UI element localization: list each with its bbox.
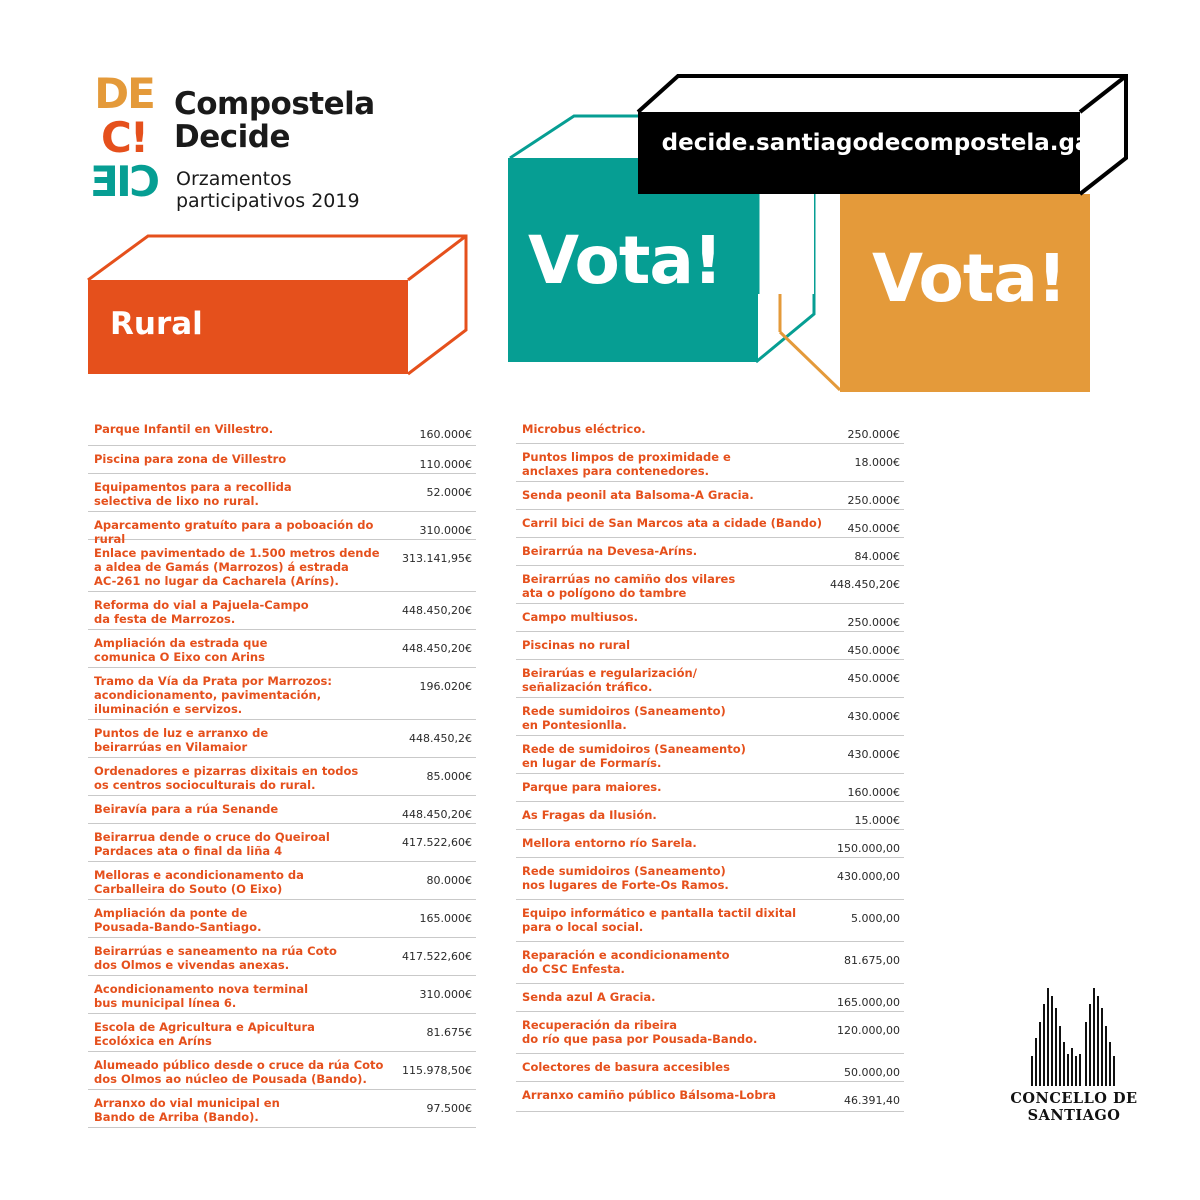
project-amount: 450.000€ [847, 522, 900, 535]
table-row [516, 444, 904, 482]
project-name: Campo multiusos. [522, 610, 639, 624]
project-name: Piscinas no rural [522, 638, 631, 652]
table-row [516, 566, 904, 604]
project-name: Rede de sumidoiros (Saneamento) en lugar de Formarís. [522, 742, 746, 770]
right-budget-table [516, 416, 904, 1112]
project-amount: 448.450,2€ [409, 732, 472, 745]
table-row [516, 660, 904, 698]
table-row [516, 604, 904, 632]
table-row [88, 824, 476, 862]
project-amount: 5.000,00 [851, 912, 900, 925]
compostela-decide-logo [88, 69, 388, 214]
tower-lines [1032, 988, 1114, 1086]
project-amount: 165.000€ [419, 912, 472, 925]
project-amount: 450.000€ [847, 672, 900, 685]
project-amount: 430.000,00 [837, 870, 900, 883]
table-row [516, 416, 904, 444]
mark-row-1-text: DE [94, 69, 154, 118]
project-name: Acondicionamento nova terminal bus municipal línea 6. [94, 982, 309, 1010]
table-row [516, 510, 904, 538]
project-amount: 80.000€ [426, 874, 472, 887]
table-row [88, 938, 476, 976]
project-amount: 50.000,00 [844, 1066, 900, 1079]
project-name: Arranxo do vial municipal en Bando de Arriba (Bando). [94, 1096, 280, 1124]
project-name: Recuperación da ribeira do río que pasa por Pousada-Bando. [522, 1018, 758, 1046]
table-row [516, 858, 904, 900]
project-amount: 448.450,20€ [830, 578, 900, 591]
project-amount: 417.522,60€ [402, 950, 472, 963]
vota-text-teal: Vota! [528, 222, 722, 299]
decide-mark-icon [88, 69, 160, 210]
project-name: Rede sumidoiros (Saneamento) nos lugares de Forte-Os Ramos. [522, 864, 729, 892]
website-url[interactable]: decide.santiagodecompostela.gal [661, 130, 1099, 156]
table-row [88, 862, 476, 900]
project-name: Beirarrúas e saneamento na rúa Coto dos Olmos e vivendas anexas. [94, 944, 337, 972]
table-row [516, 698, 904, 736]
table-row [88, 474, 476, 512]
table-row [516, 736, 904, 774]
project-name: Ampliación da ponte de Pousada-Bando-Santiago. [94, 906, 262, 934]
table-row [88, 446, 476, 474]
table-row [88, 416, 476, 446]
table-row [88, 512, 476, 546]
project-name: Beirarrua dende o cruce do Queiroal Pardaces ata o final da liña 4 [94, 830, 330, 858]
table-row [516, 802, 904, 830]
logo-title-line-1: Compostela [174, 86, 375, 122]
mark-row-3-text: ƎIƆ [89, 157, 159, 206]
project-name: Colectores de basura accesibles [522, 1060, 730, 1074]
teal-box-gap [758, 194, 814, 294]
project-amount: 250.000€ [847, 494, 900, 507]
project-name: Senda peonil ata Balsoma-A Gracia. [522, 488, 754, 502]
project-amount: 430.000€ [847, 748, 900, 761]
table-row [88, 1090, 476, 1128]
logo-title [174, 88, 375, 154]
table-row [516, 774, 904, 802]
table-row [88, 592, 476, 630]
category-label: Rural [110, 306, 203, 342]
project-name: Alumeado público desde o cruce da rúa Coto dos Olmos ao núcleo de Pousada (Bando). [94, 1058, 384, 1086]
project-amount: 430.000€ [847, 710, 900, 723]
logo-subtitle-line-1: Orzamentos [176, 168, 292, 190]
project-name: Puntos de luz e arranxo de beirarrúas en Vilamaior [94, 726, 269, 754]
table-row [516, 538, 904, 566]
table-row [516, 1054, 904, 1082]
project-name: Microbus eléctrico. [522, 422, 646, 436]
project-amount: 310.000€ [419, 524, 472, 537]
project-amount: 417.522,60€ [402, 836, 472, 849]
project-name: Mellora entorno río Sarela. [522, 836, 697, 850]
project-name: Parque Infantil en Villestro. [94, 422, 274, 436]
table-row [88, 900, 476, 938]
project-amount: 313.141,95€ [402, 552, 472, 565]
project-name: Escola de Agricultura e Apicultura Ecolóxica en Aríns [94, 1020, 315, 1048]
project-name: Enlace pavimentado de 1.500 metros dende a aldea de Gamás (Marrozos) á estrada AC-261 no lugar da Cacharela (Aríns). [94, 546, 380, 588]
project-name: Equipo informático e pantalla tactil dixital para o local social. [522, 906, 797, 934]
table-row [516, 482, 904, 510]
mustard-box-edge-bottom [780, 332, 840, 390]
logo-title-line-2: Decide [174, 119, 290, 155]
project-amount: 81.675,00 [844, 954, 900, 967]
rural-block-edge [408, 236, 466, 280]
project-amount: 448.450,20€ [402, 604, 472, 617]
project-amount: 52.000€ [426, 486, 472, 499]
project-name: Beirarúas e regularización/ señalización tráfico. [522, 666, 697, 694]
project-name: Beiravía para a rúa Senande [94, 802, 279, 816]
project-name: Reforma do vial a Pajuela-Campo da festa de Marrozos. [94, 598, 309, 626]
project-amount: 15.000€ [854, 814, 900, 827]
project-name: Beirarrúas no camiño dos vilares ata o polígono do tambre [522, 572, 736, 600]
left-budget-table [88, 416, 476, 1128]
project-amount: 110.000€ [419, 458, 472, 471]
table-row [516, 984, 904, 1012]
project-name: Equipamentos para a recollida selectiva de lixo no rural. [94, 480, 292, 508]
table-row [516, 942, 904, 984]
project-name: Tramo da Vía da Prata por Marrozos: acondicionamento, pavimentación, iluminación e servizos. [94, 674, 332, 716]
table-row [88, 540, 476, 592]
table-row [88, 1052, 476, 1090]
project-name: Reparación e acondicionamento do CSC Enfesta. [522, 948, 730, 976]
project-amount: 97.500€ [426, 1102, 472, 1115]
vota-text-mustard: Vota! [872, 240, 1066, 317]
project-amount: 310.000€ [419, 988, 472, 1001]
mark-row-3 [88, 157, 160, 206]
project-name: Melloras e acondicionamento da Carballeira do Souto (O Eixo) [94, 868, 304, 896]
project-name: Ordenadores e pizarras dixitais en todos os centros socioculturais do rural. [94, 764, 359, 792]
project-amount: 150.000,00 [837, 842, 900, 855]
table-row [516, 830, 904, 858]
project-name: Arranxo camiño público Bálsoma-Lobra [522, 1088, 776, 1102]
table-row [88, 796, 476, 824]
mark-row-2 [88, 113, 160, 162]
table-row [516, 900, 904, 942]
logo-subtitle-line-2: participativos 2019 [176, 190, 360, 212]
table-row [88, 976, 476, 1014]
project-amount: 448.450,20€ [402, 808, 472, 821]
project-amount: 84.000€ [854, 550, 900, 563]
project-amount: 160.000€ [847, 786, 900, 799]
table-row [88, 720, 476, 758]
project-amount: 81.675€ [426, 1026, 472, 1039]
table-row [88, 630, 476, 668]
project-amount: 165.000,00 [837, 996, 900, 1009]
project-amount: 450.000€ [847, 644, 900, 657]
project-amount: 46.391,40 [844, 1094, 900, 1107]
table-row [516, 632, 904, 660]
project-amount: 85.000€ [426, 770, 472, 783]
project-name: Puntos limpos de proximidade e anclaxes para contenedores. [522, 450, 731, 478]
rural-block-graphic [86, 232, 470, 376]
project-amount: 196.020€ [419, 680, 472, 693]
project-amount: 115.978,50€ [402, 1064, 472, 1077]
concello-name: CONCELLO DE SANTIAGO [1010, 1090, 1138, 1124]
project-name: As Fragas da Ilusión. [522, 808, 657, 822]
project-name: Senda azul A Gracia. [522, 990, 656, 1004]
project-amount: 448.450,20€ [402, 642, 472, 655]
table-row [88, 1014, 476, 1052]
table-row [88, 668, 476, 720]
table-row [516, 1012, 904, 1054]
project-amount: 160.000€ [419, 428, 472, 441]
project-name: Rede sumidoiros (Saneamento) en Pontesionlla. [522, 704, 726, 732]
table-row [88, 758, 476, 796]
project-name: Beirarrúa na Devesa-Aríns. [522, 544, 698, 558]
mark-row-1 [88, 69, 160, 118]
project-name: Carril bici de San Marcos ata a cidade (Bando) [522, 516, 823, 530]
project-amount: 250.000€ [847, 616, 900, 629]
project-name: Parque para maiores. [522, 780, 662, 794]
mark-row-2-text: C! [101, 113, 147, 162]
project-name: Ampliación da estrada que comunica O Eixo con Arins [94, 636, 268, 664]
table-row [516, 1082, 904, 1112]
project-amount: 250.000€ [847, 428, 900, 441]
project-name: Piscina para zona de Villestro [94, 452, 287, 466]
project-amount: 18.000€ [854, 456, 900, 469]
project-amount: 120.000,00 [837, 1024, 900, 1037]
project-name: Aparcamento gratuíto para a poboación do rural [94, 518, 374, 546]
logo-subtitle [176, 168, 360, 212]
